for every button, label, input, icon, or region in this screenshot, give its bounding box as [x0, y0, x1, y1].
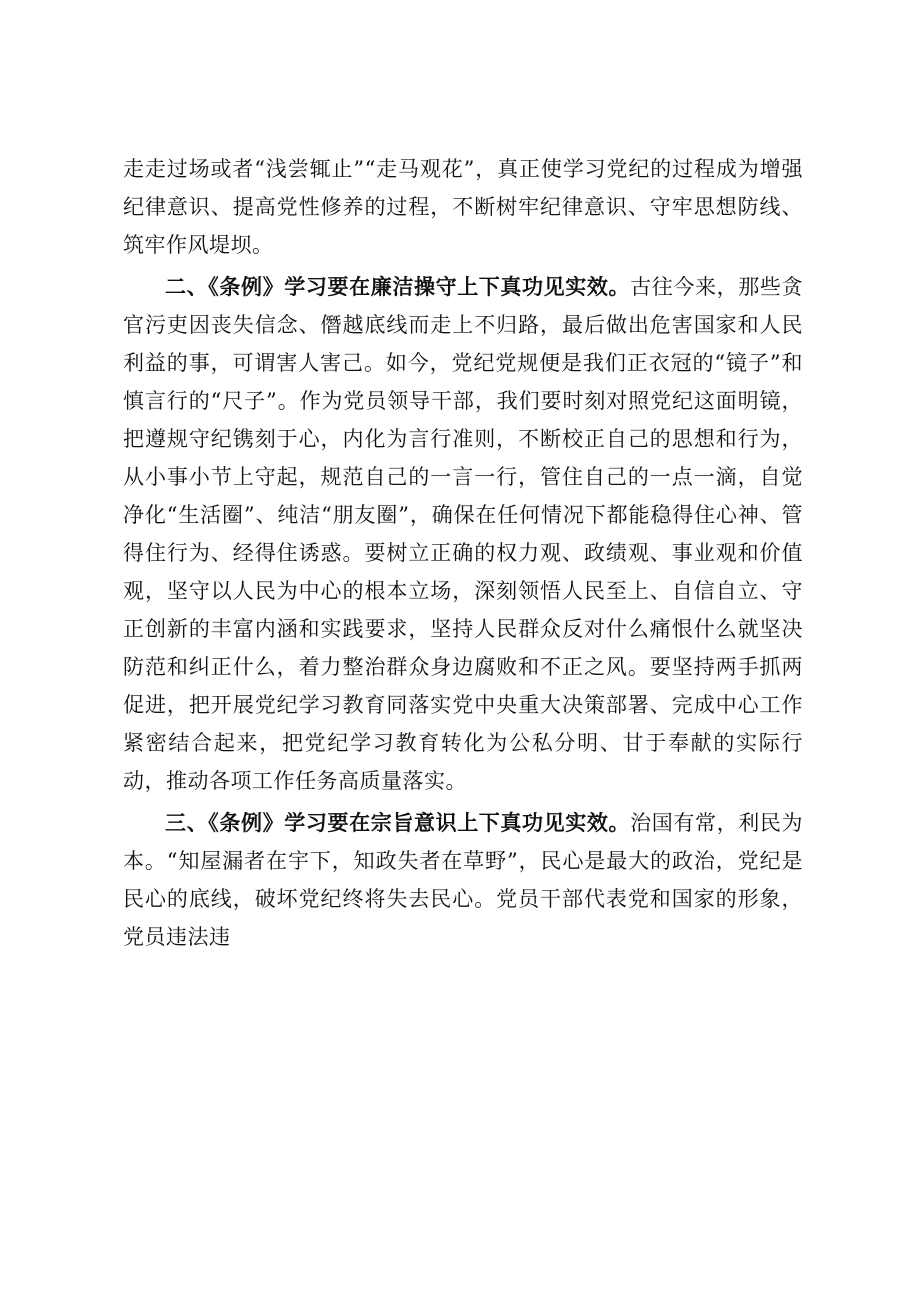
paragraph-continuation [123, 150, 803, 264]
section-heading: 二、《条例》学习要在廉洁操守上下真功见实效。 [165, 275, 631, 299]
paragraph-body: 走走过场或者“浅尝辄止”“走马观花”，真正使学习党纪的过程成为增强纪律意识、提高党性修养的过程，不断树牢纪律意识、守牢思想防线、筑牢作风堤坝。 [123, 157, 803, 257]
paragraph-body: 古往今来，那些贪官污吏因丧失信念、僭越底线而走上不归路，最后做出危害国家和人民利益的事，可谓害人害己。如今，党纪党规便是我们正衣冠的“镜子”和慎言行的“尺子”。作为党员领导干部，我们要时刻对照党纪这面明镜，把遵规守纪镌刻于心，内化为言行准则，不断校正自己的思想和行为，从小事小节上守起，规范自己的一言一行，管住自己的一点一滴，自觉净化“生活圈”、纯洁“朋友圈”，确保在任何情况下都能稳得住心神、管得住行为、经得住诱惑。要树立正确的权力观、政绩观、事业观和价值观，坚守以人民为中心的根本立场，深刻领悟人民至上、自信自立、守正创新的丰富内涵和实践要求，坚持人民群众反对什么痛恨什么就坚决防范和纠正什么，着力整治群众身边腐败和不正之风。要坚持两手抓两促进，把开展党纪学习教育同落实党中央重大决策部署、完成中心工作紧密结合起来，把党纪学习教育转化为公私分明、甘于奉献的实际行动，推动各项工作任务高质量落实。 [123, 275, 804, 793]
document-page [123, 150, 803, 956]
paragraph-section-two [123, 268, 803, 800]
section-heading: 三、《条例》学习要在宗旨意识上下真功见实效。 [165, 811, 631, 835]
paragraph-section-three [123, 804, 803, 956]
paragraph-body: 治国有常，利民为本。“知屋漏者在宇下，知政失者在草野”，民心是最大的政治，党纪是民心的底线，破坏党纪终将失去民心。党员干部代表党和国家的形象，党员违法违 [123, 811, 804, 949]
